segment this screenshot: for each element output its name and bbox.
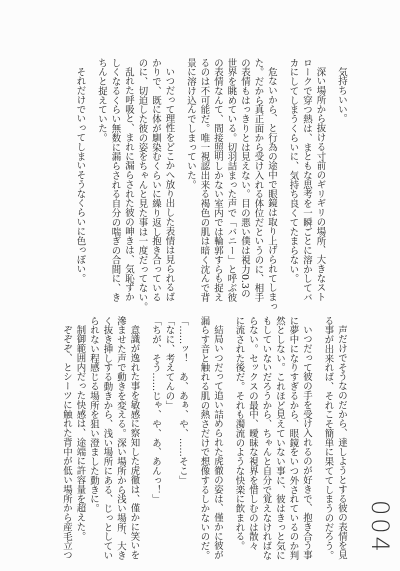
- text-line: 景に溶け込んでしまっていた。: [185, 58, 196, 190]
- text-line: られない程感じる場所を狙い澄ました動きに。: [88, 316, 99, 514]
- text-line: るのは不可能だ。唯一視認出来る褐色の肌は暗く沈んで背: [198, 58, 210, 303]
- text-line: 声だけでそうなのだから、達しようとする彼の表情を見: [336, 325, 347, 561]
- text-line: カにしてしまうくらいに、気持ち良くてたまらない。: [287, 58, 299, 284]
- paragraph-gap: [141, 316, 149, 560]
- paragraph-gap: [327, 58, 335, 302]
- text-line: のに、切迫した彼の姿をちゃんと見た事は一度だってない。: [136, 58, 148, 312]
- text-line: 意識が逸れた事を敏感に察知した虎徹は、僅かに笑いを: [128, 325, 140, 561]
- text-line: もしていないだろうから、ちゃんと自分で覚えなければな: [260, 316, 272, 561]
- text-line: いつだって理性をどこかへ放り出した表情は見られるば: [163, 67, 175, 303]
- dialogue-line: 「なに、考えてんの」: [163, 316, 175, 410]
- page-number: 004: [366, 500, 394, 555]
- text-line: 気持ちいい。: [336, 67, 347, 124]
- bottom-text-tier: [60, 316, 349, 560]
- text-line: 深い場所から抜ける寸前のギリギリの場所、大きなスト: [314, 67, 326, 303]
- text-line: 滲ませた声で動きを変える。深い場所から浅い場所、大き: [115, 316, 126, 561]
- text-line: く抜き挿しする動きから、浅い場所にある、じっとしてい: [101, 316, 113, 561]
- top-text-tier: [73, 58, 348, 312]
- text-line: 乱れた呼吸と、まれに漏らされた彼の呻きは、気恥ずか: [123, 67, 134, 303]
- text-line: かりで、既に体が馴染むくらいに繰り返し抱き合っている: [150, 58, 161, 303]
- text-line: 危ないから、と行為の途中で眼鏡は取り上げられてしまっ: [266, 67, 277, 312]
- text-line: に夢中になりすぎるから、眼鏡をいつ外されているのか判: [287, 316, 299, 561]
- paragraph-gap: [278, 58, 286, 302]
- text-line: 然としない。これほど見えていない事に、彼はきっと気に: [274, 316, 285, 561]
- text-line: た。だから真正面から受け入れる体位だというのに、相手: [252, 58, 264, 303]
- text-line: ロークで穿つ熱は、まともな思考を一瞬ごとに溶かしてバ: [301, 58, 312, 303]
- text-line: らない。セックスの最中、曖昧な視界を惜しむのは散々: [247, 316, 258, 551]
- text-line: に流された後だ。それも濁流のような快楽に飲まれる。: [233, 316, 245, 551]
- paragraph-gap: [224, 316, 232, 560]
- text-line: ぞぞぞ、とシーツに触れた背中が低い場所から産毛立つ: [61, 325, 72, 561]
- text-line: 世界を眺めている。切羽詰まった声で「バニー」と呼ぶ彼: [225, 58, 237, 303]
- dialogue-line: 「ちが、そう……じゃ、や、あ、あんっ！」: [150, 316, 161, 504]
- text-line: いつだって彼の手を受け入れるのが好きで、抱き合う事: [301, 325, 312, 561]
- text-line: の表情もはっきりとは見えない。目の悪い僕は視力0.3の: [239, 58, 250, 299]
- text-line: それだけでいってしまいそうなくらいに色っぽい。: [74, 67, 86, 284]
- paragraph-gap: [87, 58, 95, 302]
- text-line: しくなるくらい無数に漏らされる自分の喘ぎの合間に、き: [109, 58, 121, 303]
- paragraph-gap: [189, 316, 197, 560]
- text-line: 漏らす音と触れる肌の熱さだけで想像するしかないのだ。: [198, 316, 210, 561]
- text-line: る事が出来れば、それこそ簡単に果ててしまうのだろう。: [322, 316, 334, 561]
- text-line: 制御範囲内だった快感は、途端に許容量を超えた。: [74, 325, 86, 542]
- text-line: 結局いつだって追い詰められた虎徹の姿は、僅かに彼が: [212, 325, 223, 561]
- text-line: ちんと捉えていた。: [96, 58, 107, 143]
- paragraph-gap: [313, 316, 321, 560]
- dialogue-line: 「……ッ！ あ、あぁ、や、……そこ」: [177, 316, 188, 485]
- text-line: の表情なんて、間接照明しかない室内では輪郭すらも捉え: [212, 58, 223, 303]
- paragraph-gap: [176, 58, 184, 302]
